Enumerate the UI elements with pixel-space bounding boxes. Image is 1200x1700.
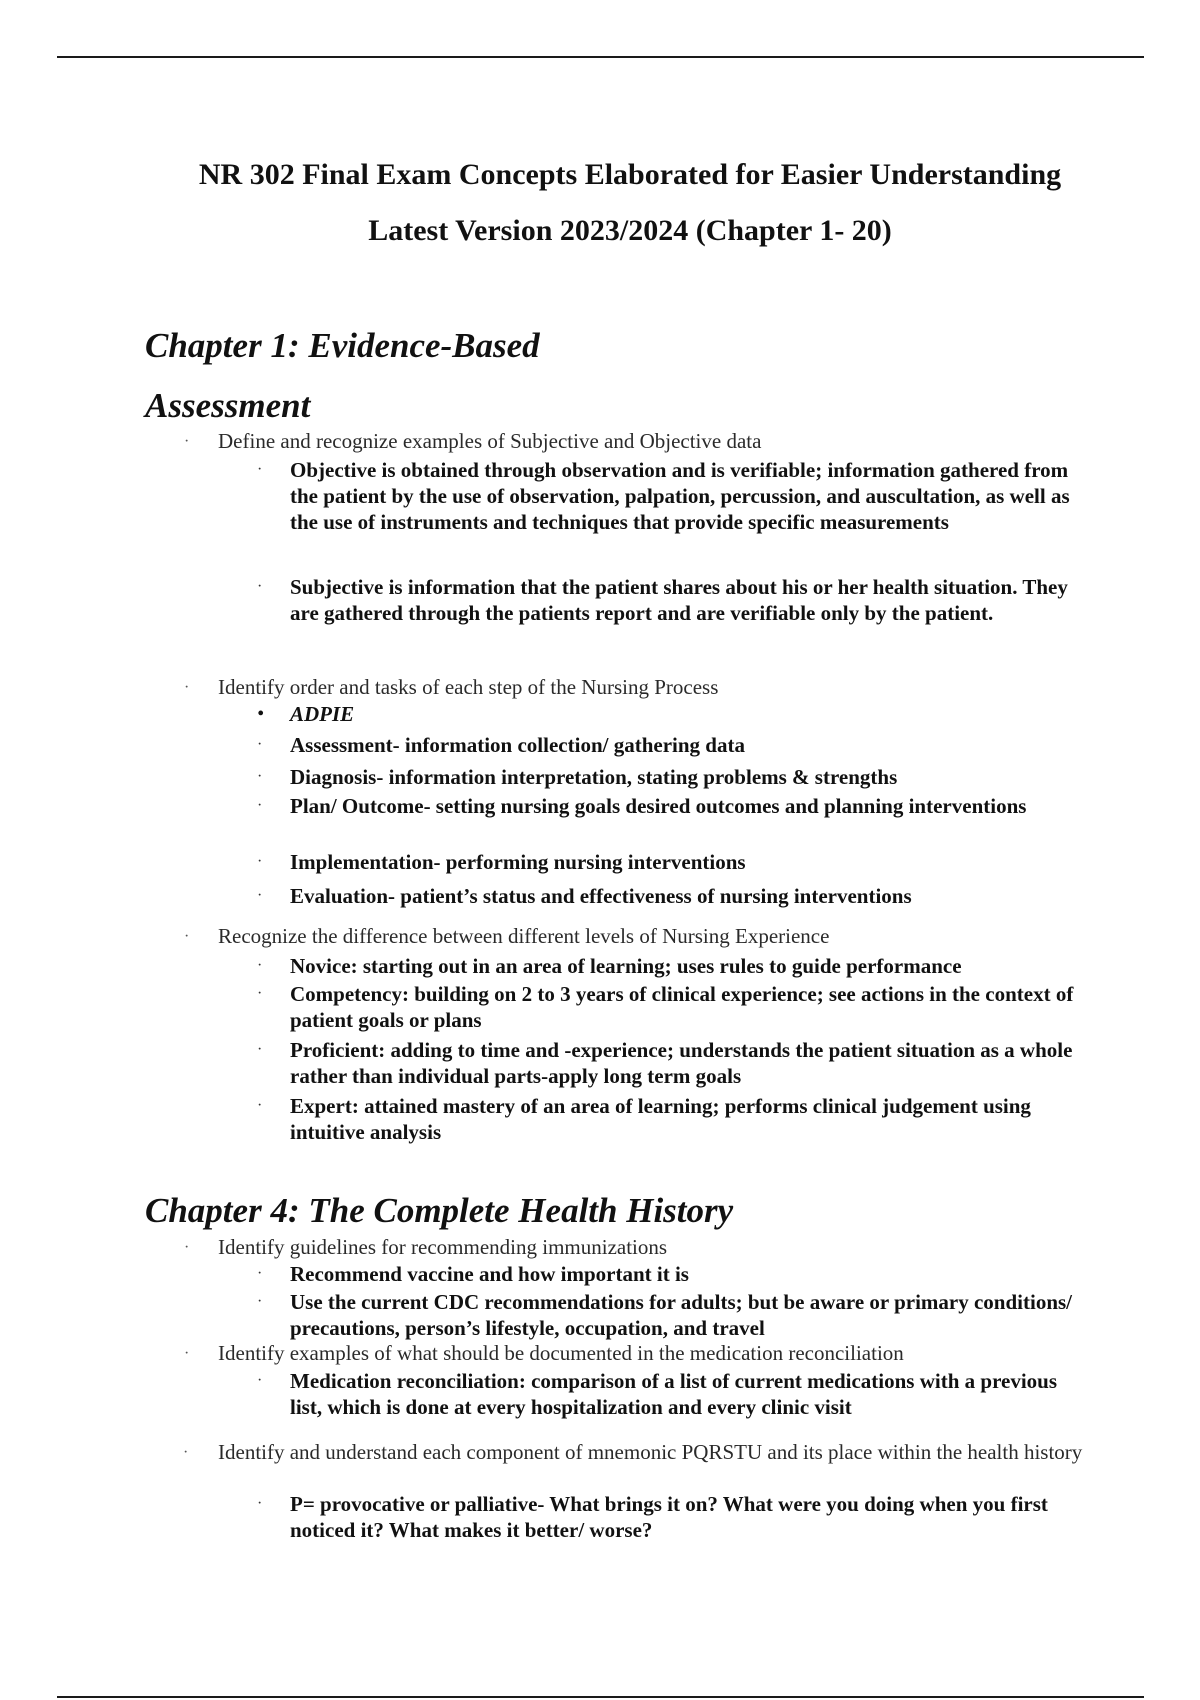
list-item-recommend-vaccine: · Recommend vaccine and how important it is: [290, 1261, 1090, 1287]
list-item-diagnosis: · Diagnosis- information interpretation, stating problems & strengths: [290, 764, 1090, 790]
chapter-4-title: Chapter 4: The Complete Health History: [145, 1191, 734, 1230]
chapter-4-topic-pqrstu: · Identify and understand each component of mnemonic PQRSTU and its place within the health history: [181, 1440, 1086, 1465]
list-item-assessment: · Assessment- information collection/ gathering data: [290, 732, 1090, 758]
document-title-line-1: NR 302 Final Exam Concepts Elaborated for Easier Understanding: [198, 158, 1062, 191]
list-item-medication-reconciliation: · Medication reconciliation: comparison of a list of current medications with a previous list, which is done at every hospitalization and every clinic visit: [290, 1368, 1090, 1420]
list-item-implementation: · Implementation- performing nursing interventions: [290, 849, 1090, 875]
bottom-rule: [57, 1696, 1144, 1698]
document-title-line-2: Latest Version 2023/2024 (Chapter 1- 20): [368, 214, 892, 247]
chapter-1-topic-experience-levels: · Recognize the difference between different levels of Nursing Experience: [218, 924, 829, 949]
list-item-expert: · Expert: attained mastery of an area of learning; performs clinical judgement using intuitive analysis: [290, 1093, 1090, 1145]
list-item-adpie: • ADPIE: [290, 701, 1090, 727]
chapter-1-title-continued: Assessment: [145, 386, 311, 425]
list-item-evaluation: · Evaluation- patient’s status and effectiveness of nursing interventions: [290, 883, 1090, 909]
chapter-1-title: Chapter 1: Evidence-Based: [145, 326, 540, 365]
top-rule: [57, 56, 1144, 58]
list-item-cdc-recommendations: · Use the current CDC recommendations for adults; but be aware or primary conditions/ precautions, person’s lifestyle, occupation, and travel: [290, 1289, 1090, 1341]
list-item-competency: · Competency: building on 2 to 3 years of clinical experience; see actions in the context of patient goals or plans: [290, 981, 1090, 1033]
list-item-plan: · Plan/ Outcome- setting nursing goals desired outcomes and planning interventions: [290, 793, 1090, 819]
list-item-novice: · Novice: starting out in an area of learning; uses rules to guide performance: [290, 953, 1090, 979]
chapter-4-topic-immunizations: · Identify guidelines for recommending immunizations: [218, 1235, 667, 1260]
list-item-proficient: · Proficient: adding to time and -experience; understands the patient situation as a whole rather than individual parts-apply long term goals: [290, 1037, 1090, 1089]
chapter-1-topic-data-types: · Define and recognize examples of Subjective and Objective data: [218, 429, 761, 454]
list-item-subjective: · Subjective is information that the patient shares about his or her health situation. They are gathered through the patients report and are verifiable only by the patient.: [290, 574, 1090, 626]
chapter-1-topic-nursing-process: · Identify order and tasks of each step of the Nursing Process: [218, 675, 718, 700]
list-item-objective: · Objective is obtained through observation and is verifiable; information gathered from the patient by the use of observation, palpation, percussion, and auscultation, as well as the use of instruments and techniques that provide specific measurements: [290, 457, 1090, 535]
chapter-4-topic-medication-reconciliation: · Identify examples of what should be documented in the medication reconciliation: [218, 1341, 904, 1366]
list-item-provocative-palliative: · P= provocative or palliative- What brings it on? What were you doing when you first noticed it? What makes it better/ worse?: [290, 1491, 1090, 1543]
